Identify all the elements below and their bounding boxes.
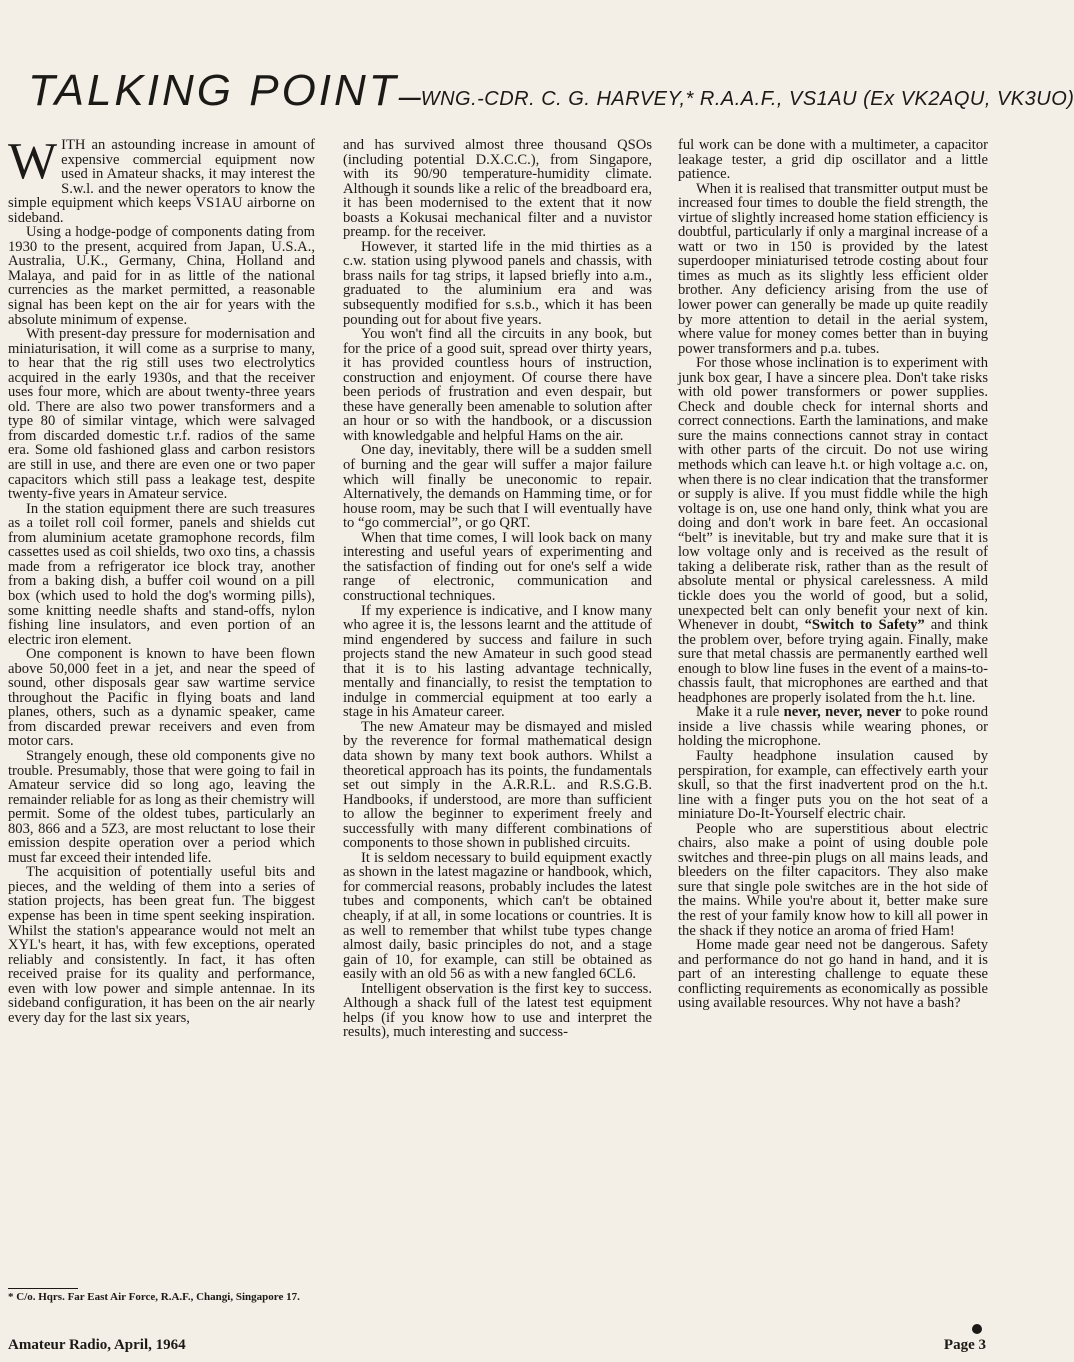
paragraph: Strangely enough, these old components give no trouble. Presumably, those that were going to fail in Amateur service did so long ago, leaving the remainder reliable for as long as their chemistry will permit. Some of the oldest tubes, particularly an 803, 866 and a 5Z3, are most reluctant to lose their emission despite operation over a period which must far exceed their intended life. xyxy=(8,747,315,866)
paragraph: and has survived almost three thousand QSOs (including potential D.X.C.C.), from Singapore, with its 90/90 temperature-humidity climate. Although it sounds like a relic of the breadboard era, it has been modernised to the extent that it now boasts a Kokusai mechanical filter and a nuvistor preamp. for the receiver. xyxy=(343,137,652,241)
paragraph: With present-day pressure for modernisation and miniaturisation, it will come as a surprise to many, to hear that the rig still uses two electrolytics acquired in the early 1930s, and that the receiver uses four more, which are about twenty-three years old. There are also two power transformers and a type 80 of similar vintage, which were salvaged from discarded domestic t.r.f. radios of the same era. Some old fashioned glass and carbon resistors are still in use, and there are even one or two paper capacitors which still pass a leakage test, despite twenty-five years in Amateur service. xyxy=(8,326,315,503)
paragraph: However, it started life in the mid thirties as a c.w. station using plywood panels and chassis, with brass nails for tag strips, it lapsed briefly into a.m., graduated to the aluminium era and was subsequently modified for s.s.b., which it has been pounding out for about five years. xyxy=(343,238,652,328)
paragraph: One component is known to have been flown above 50,000 feet in a jet, and near the speed of sound, other disposals gear saw wartime service throughout the Pacific in flying boats and land planes, others, such as a dynamic speaker, came from discarded prewar receivers and even from motor cars. xyxy=(8,646,315,750)
paragraph-text: For those whose inclination is to experiment with junk box gear, I have a sincere plea. Don't take risks with old power transformers or power supplies. Check and double check for internal shorts and correct connections. Earth the laminations, and make sure the mains connections cannot stray in contact with other parts of the circuit. Do not use wiring methods which can leave h.t. or high voltage a.c. on, when there is no clear indication that the transformer or supply is alive. If you must fiddle while the high voltage is on, use one hand only, think what you are doing and don't work in bare feet. An occasional “belt” is inevitable, but try and make sure that it is low voltage only and is received as the result of taking a deliberate risk, rather than as the result of absolute mental or physical carelessness. A mild tickle does you the world of good, but a solid, unexpected belt can only benefit your next of kin. Whenever in doubt, xyxy=(678,355,988,634)
paragraph-text: to poke round inside a live chassis while wearing phones, or holding the microphone. xyxy=(678,704,988,750)
paragraph: It is seldom necessary to build equipment exactly as shown in the latest magazine or handbook, which, for commercial reasons, probably includes the latest tubes and components, which can't be obtained cheaply, if at all, in some locations or countries. It is as well to remember that whilst tube types change almost daily, basic principles do not, and a stage gain of 10, for example, can still be obtained as easily with an old 56 as with a new fangled 6CL6. xyxy=(343,849,652,983)
paragraph: If my experience is indicative, and I know many who agree it is, the lessons learnt and the attitude of mind engendered by success and failure in such projects stand the new Amateur in such good stead that it is to his lasting advantage technically, mentally and financially, to resist the temptation to indulge in commercial equipment at too early a stage in his Amateur career. xyxy=(343,602,652,721)
paragraph: People who are superstitious about electric chairs, also make a point of using double pole switches and three-pin plugs on all mains leads, and bleeders on the filter capacitors. They also make sure that single pole switches are in the hot side of the mains. While you're about it, better make sure the rest of your family know how to kill all power in the shack if they notice an aroma of fried Ham! xyxy=(678,820,988,939)
paragraph xyxy=(678,705,988,749)
page-number: Page 3 xyxy=(943,1337,986,1353)
paragraph: Intelligent observation is the first key to success. Although a shack full of the latest test equipment helps (if you know how to use and interpret the results), much interesting and success- xyxy=(343,980,652,1041)
emphasis-text: never, never, never xyxy=(783,704,902,721)
footnote-divider xyxy=(8,1288,78,1289)
paragraph: Using a hodge-podge of components dating from 1930 to the present, acquired from Japan, U.S.A., Australia, U.K., Germany, China, Holland and Malaya, and paid for in as little of the national currencies as the market permitted, a reasonable signal has been kept on the air for years with the absolute minimum of expense. xyxy=(8,224,315,328)
paragraph-text: and think the problem over, before trying again. Finally, make sure that metal chassis are permanently earthed well enough to blow line fuses in the event of a mains-to-chassis fault, that microphones are earthed and that headphones are properly isolated from the h.t. line. xyxy=(678,617,988,706)
paragraph: You won't find all the circuits in any book, but for the price of a good suit, spread over thirty years, it has provided countless hours of instruction, construction and enjoyment. Of course there have been periods of frustration and even despair, but these have generally been amenable to solution after an hour or so with the handbook, or a discussion with knowledgable and helpful Hams on the air. xyxy=(343,326,652,444)
paragraph: One day, inevitably, there will be a sudden smell of burning and the gear will suffer a major failure which will finally be uneconomic to repair. Alternatively, the demands on Hamming time, or for house room, may be such that I will eventually have to “go commercial”, or go QRT. xyxy=(343,442,652,532)
article-headline xyxy=(28,66,1074,122)
paragraph: When that time comes, I will look back on many interesting and useful years of experimenting and the satisfaction of finding out for one's self a wide range of electronic, communication and constructional techniques. xyxy=(343,529,652,604)
paragraph: The new Amateur may be dismayed and misled by the reverence for formal mathematical design data shown by many text book authors. Whilst a theoretical approach has its points, the fundamentals set out simply in the A.R.R.L. and R.S.G.B. Handbooks, if understood, are more than sufficient to allow the beginner to experiment freely and successfully with many different combinations of components to those shown in published circuits. xyxy=(343,718,652,852)
article-column-2 xyxy=(343,138,652,1353)
article-column-3 xyxy=(678,138,988,1353)
paragraph xyxy=(678,356,988,705)
paragraph-text: Make it a rule xyxy=(696,704,784,721)
article-title: TALKING POINT xyxy=(28,66,399,115)
drop-cap: W xyxy=(8,133,58,190)
title-dash: — xyxy=(398,85,421,110)
footnote: * C/o. Hqrs. Far East Air Force, R.A.F., Changi, Singapore 17. xyxy=(8,1291,300,1303)
paragraph: ful work can be done with a multimeter, a capacitor leakage tester, a grid dip oscillator and a little patience. xyxy=(678,137,988,183)
paragraph: Faulty headphone insulation caused by perspiration, for example, can effectively earth your skull, so that the first inadvertent prod on the h.t. line with a finger puts you on the hot seat of a miniature Do-It-Yourself electric chair. xyxy=(678,747,988,823)
paragraph xyxy=(8,133,315,226)
paragraph: Home made gear need not be dangerous. Safety and performance do not go hand in hand, and it is part of an interesting challenge to equate these conflicting requirements as economically as possible using available resources. Why not have a bash? xyxy=(678,937,988,1012)
paragraph-text: ITH an astounding increase in amount of expensive commercial equipment now used in Amateur shacks, it may interest the S.w.l. and the newer operators to know the simple equipment which keeps VS1AU airborne on sideband. xyxy=(8,137,315,226)
emphasis-text: “Switch to Safety” xyxy=(804,617,925,634)
article-column-1 xyxy=(8,133,315,1250)
paragraph: In the station equipment there are such treasures as a toilet roll coil former, panels and shields cut from aluminium acetate gramophone records, film cassettes used as coil shields, two oxo tins, a chassis made from a refrigerator ice block tray, another from a baking dish, a buffer coil wound on a pill box (which used to hold the dog's worming pills), some knitting needle shafts and stand-offs, nylon fishing line insulators, and even portion of an electric iron element. xyxy=(8,500,315,648)
paragraph: When it is realised that transmitter output must be increased four times to double the field strength, the virtue of slightly increased home station efficiency is doubtful, particularly if only a marginal increase of a watt or two in 150 is provided by the latest superdooper miniaturised tetrode costing about four times as much as its slightly less efficient older brother. Any deficiency arising from the use of lower power can generally be made up quite readily by more attention to detail in the aerial system, where value for money comes better than in buying power transformers and p.a. tubes. xyxy=(678,180,988,357)
publication-footer: Amateur Radio, April, 1964 xyxy=(8,1337,186,1353)
paragraph: The acquisition of potentially useful bits and pieces, and the welding of them into a series of station projects, has been great fun. The biggest expense has been in time spent seeking inspiration. Whilst the station's appearance would not melt an XYL's heart, it has, with few exceptions, operated reliably and consistently. In fact, it has often received praise for its quality and performance, even with low power and simple antennae. In its sideband configuration, it has been on the air nearly every day for the last six years, xyxy=(8,864,315,1026)
end-of-article-mark xyxy=(972,1324,982,1334)
author-byline: WNG.-CDR. C. G. HARVEY,* R.A.A.F., VS1AU (Ex VK2AQU, VK3UO) xyxy=(420,88,1074,110)
